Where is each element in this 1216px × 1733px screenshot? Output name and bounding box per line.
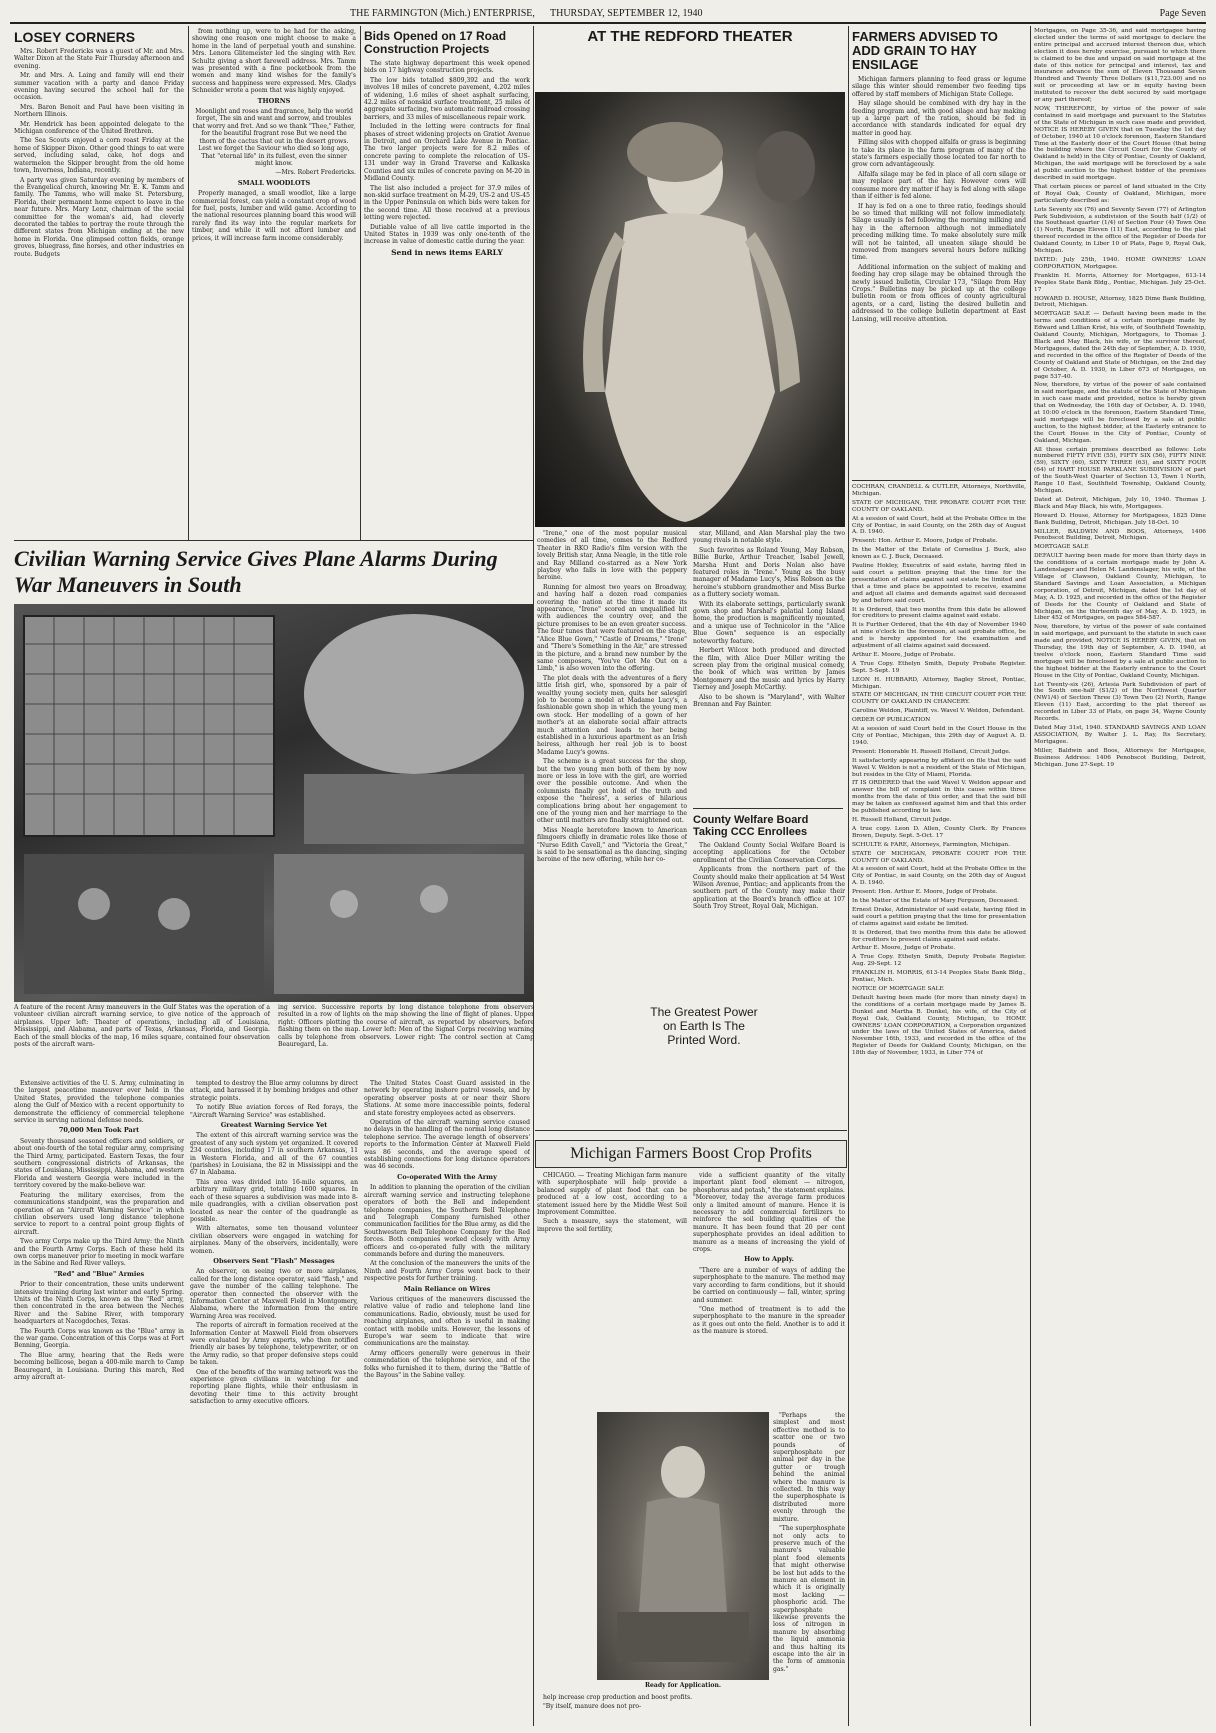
article-paragraph: The Oakland County Social Welfare Board is accepting applications for the October enrollment of the Civilian Conservation Corps. [693, 842, 845, 864]
warning-column-2 [190, 1080, 358, 1728]
section-rule [14, 540, 533, 541]
article-paragraph: One of the benefits of the warning network was the experience given civilians in watching for and reporting plane flights, while their enthusiasm in devoting their time to this activity brought satisfaction to army executive officers. [190, 1368, 358, 1406]
legal-notices-column-1 [852, 484, 1026, 1728]
crops-column-2 [693, 1172, 845, 1408]
legal-notice-paragraph: Franklin H. Morris, Attorney for Mortgagee, 613-14 Peoples State Bank Bldg., Pontiac, Michigan. July 25-Oct. 17 [1034, 272, 1206, 293]
losey-corners-continued [192, 28, 356, 538]
article-paragraph: In addition to planning the operation of the civilian aircraft warning service and instructing telephone operators of both the Bell and independent telephone companies, the Southern Bell Telephone and Telegraph Company furnished other communication facilities for the Blue army, as did the Southwestern Bell Telephone Company for the Red forces. Both companies worked closely with Army officers and co-operated fully with the military commands before and during the maneuvers. [364, 1184, 530, 1258]
subhead: How to Apply. [744, 1255, 794, 1264]
losey-corners-title: LOSEY CORNERS [14, 29, 136, 45]
legal-notice-paragraph: In the Matter of the Estate of Mary Ferguson, Deceased. [852, 898, 1019, 905]
photo-caption-left: A feature of the recent Army maneuvers in the Gulf States was the operation of a volunteer civilian aircraft warning service, to give notice of the approach of airplanes. Upper left: Theater of operations, including all of Louisiana, Mississippi, and Alabama, and parts of Texas, Arkansas, Florida, and Georgia. Each of the small blocks of the map, 16 miles square, contained four observation posts of the aircraft warn- [14, 1004, 270, 1049]
article-paragraph: from nothing up, were to be had for the asking, showing one reason one might choose to make a home in the land of perpetual youth and sunshine. Mrs. Lenora Glitemeister led the singing with Rev. Schultz giving a short farewell address. Mrs. Tamm was presented with a fine pocketbook from the women and many kind wishes for the family's success and happiness were expressed. Mrs. Gladys Schneider wrote a poem that was highly enjoyed. [192, 28, 356, 95]
send-news-note: Send in news items EARLY [391, 247, 503, 257]
theater-title: AT THE REDFORD THEATER [587, 28, 793, 45]
legal-notice-paragraph: H. Russell Holland, Circuit Judge. [852, 816, 952, 823]
article-paragraph: vide a sufficient quantity of the vitally important plant food element — nitrogen, phosphorus and potash," the statement explains. "Moreover, today the average farm produces only a limited amount of manure. Hence it is necessary to add commercial fertilizers to reinforce the soil building qualities of the manure. It has been found that 20 per cent superphosphate provides an ideal addition to manure as a means of increasing the yield of crops. [693, 1172, 845, 1254]
article-paragraph: Extensive activities of the U. S. Army, culminating in the largest peacetime maneuver ever held in the United States, provided the telephone companies along the Gulf of Mexico with a recent opportunity to demonstrate the efficiency of commercial telephone service in serving national defense needs. [14, 1080, 184, 1125]
section-rule [852, 480, 1026, 481]
article-paragraph: Such favorites as Roland Young, May Robson, Billie Burke, Arthur Treacher, Isabel Jewell, Marsha Hunt and Doris Nolan also have featured roles in "Irene." Young as the busy manager of Madame Lucy's, Miss Robson as the heroine's stubborn grandmother and Miss Burke as a fluttery society woman. [693, 546, 845, 599]
warning-headline: Civilian Warning Service Gives Plane Alarms During War Maneuvers in South [14, 546, 498, 597]
ad-text: The Greatest Power on Earth Is The Printed Word. [650, 1005, 758, 1047]
legal-notice-paragraph: A True Copy. Ethelyn Smith, Deputy Probate Register. Sept. 5-Sept. 19 [852, 660, 1026, 674]
article-paragraph: Herbert Wilcox both produced and directed the film, with Alice Duer Miller writing the screen play from the original musical comedy, the book of which was written by James Montgomery and the music and lyrics by Harry Tierney and Joseph McCarthy. [693, 647, 845, 692]
legal-notice-paragraph: Arthur E. Moore, Judge of Probate. [852, 945, 956, 952]
article-paragraph: Prior to their concentration, these units underwent intensive training during last winter and early Spring. Units of the Ninth Corps, known as the "Red" army, then concentrated in the area between the Neches River and the Sabine River, with temporary headquarters at Nacogdoches, Texas. [14, 1281, 184, 1326]
legal-notice-paragraph: Lots Seventy six (76) and Seventy Seven (77) of Arlington Park Subdivision, a subdivision of the South half (1/2) of the Southeast quarter (1/4) of Section Four (4) Town One (1) North, Range Eleven (11) East, according to the plat thereof recorded in the office of the Register of Deeds for Oakland County, in Liber 10 of Plats, Page 9, Royal Oak, Michigan. [1034, 206, 1206, 255]
article-paragraph: help increase crop production and boost profits. [543, 1694, 693, 1701]
article-paragraph: Hay silage should be combined with dry hay in the feeding program and, with good silage and hay making up a large part of the ration, should be fed in accordance with standards indicated for equal dry matter in good hay. [852, 100, 1026, 137]
warning-column-1 [14, 1080, 184, 1728]
legal-notice-paragraph: DEFAULT having been made for more than thirty days in the conditions of a certain mortgage made by John A. Landenslager and Helen M. Landenslager, his wife, of the Village of Clawson, Oakland County, Michigan, to Standard Savings and Loan Association, a Michigan corporation, of Detroit, Michigan, dated the 1st day of May, A. D. 1925, and recorded in the office of the Register of Deeds for the County of Oakland and State of Michigan, on the thirteenth day of May, A. D. 1925, in Liber 452 of Mortgages, on pages 584-587. [1034, 553, 1206, 622]
legal-notice-paragraph: Default having been made (for more than ninety days) in the conditions of a certain mortgage made by James B. Dunkel and Martha B. Dunkel, his wife, of the City of Royal Oak, Oakland County, Michigan, to HOME OWNERS' LOAN CORPORATION, a Corporation organized under the laws of the United States of America, dated November 16th, 1933, and recorded in the office of the Register of Deeds for Oakland County, Michigan, on the 18th day of November, 1933, in Liber 774 of [852, 994, 1026, 1057]
legal-notice-paragraph: COCHRAN, CRANDELL & CUTLER, Attorneys, Northville, Michigan. [852, 484, 1026, 497]
legal-notice-paragraph: In the Matter of the Estate of Cornelius J. Buck, also known as C. J. Buck, Deceased. [852, 547, 1026, 561]
article-paragraph: Army officers generally were generous in their commendation of the telephone service, and of the folks who furnished it to them, during the "Battle of the Bayous" in the Sabine valley. [364, 1349, 530, 1380]
masthead [10, 6, 1206, 24]
article-paragraph: The low bids totalled $809,392 and the work involves 18 miles of concrete pavement, 4.202 miles of widening, 1.6 miles of sheet asphalt surfacing, 42.2 miles of nonskid surface treatment, 25 miles of aggregate surfacing, two automatic railroad crossing barriers, and 33 miles of miscellaneous repair work. [364, 76, 530, 121]
legal-notice-paragraph: At a session of said Court, held at the Probate Office in the City of Pontiac, in said County, on the 26th day of August A. D. 1940. [852, 515, 1026, 536]
legal-notice-paragraph: It is Ordered, that two months from this date be allowed for creditors to present claims against said estate. [852, 606, 1026, 620]
legal-notice-paragraph: Present: Hon. Arthur E. Moore, Judge of Probate. [852, 538, 998, 545]
subhead: "Red" and "Blue" Armies [53, 1269, 145, 1278]
article-paragraph: The reports of aircraft in formation received at the Information Center at Maxwell Field from observers were evaluated by Army experts, who then notified friendly air bases by telephone, teletypewriter, or on the Army radio, so that proper defensive steps could be taken. [190, 1322, 358, 1367]
poem-author: —Mrs. Robert Fredericks. [275, 169, 356, 177]
legal-notice-paragraph: LEON H. HUBBARD, Attorney, Bagley Street, Pontiac, Michigan. [852, 676, 1026, 690]
article-paragraph: The state highway department this week opened bids on 17 highway construction projects. [364, 60, 530, 75]
article-paragraph: Dutiable value of all live cattle imported in the United States in 1939 was only one-tenth of the increase in value of domestic cattle during the year. [364, 223, 530, 246]
legal-notice-paragraph: At a session of said Court held in the Court House in the City of Pontiac, Michigan, this 29th day of August A. D. 1940. [852, 726, 1026, 746]
subhead: Observers Sent "Flash" Messages [213, 1256, 335, 1265]
legal-notice-paragraph: NOW, THEREFORE, by virtue of the power of sale contained in said mortgage and pursuant to the Statutes of the State of Michigan in such case made and provided, NOTICE IS HEREBY GIVEN that on Tuesday the 1st day of October, 1940 at 10 o'clock forenoon, Eastern Standard Time at the Easterly door of the Court House (that being the building where the Circuit Court for the County of Oakland is held) in the City of Pontiac, County of Oakland, Michigan, the said mortgage will be foreclosed by a sale at public auction to the highest bidder of the premises described in said mortgage. [1034, 105, 1206, 182]
article-paragraph: "Irene," one of the most popular musical comedies of all time, comes to the Redford Theater in RKO Radio's film version with the lovely British star, Anna Neagle, in the title role and Ray Milland co-starred as a New York playboy who falls in love with the peppery heroine. [537, 530, 687, 582]
article-paragraph: Mrs. Baron Benoit and Paul have been visiting in Northern Illinois. [14, 103, 184, 119]
bids-column [364, 28, 530, 538]
column-rule [188, 26, 189, 540]
legal-notice-paragraph: DATED: July 25th, 1940. HOME OWNERS' LOAN CORPORATION, Mortgagee. [1034, 257, 1206, 270]
article-paragraph: The Fourth Corps was known as the "Blue" army in the war game. Concentration of this Corps was at Fort Benning, Georgia. [14, 1327, 184, 1350]
article-paragraph: The plot deals with the adventures of a fiery little Irish girl, who, sponsored by a pair of wealthy young society men, quits her salesgirl job to become a model at Madame Lucy's, a fashionable gown shop in which the young men own stock. Her modelling of a gown of her mother's at an elaborate social affair attracts much attention and leads to her being established in a luxurious apartment as an Irish heiress, although her real job is to boost Madame Lucy's gowns. [537, 674, 687, 756]
article-paragraph: The Blue army, hearing that the Reds were becoming bellicose, began a 400-mile march to Camp Beauregard, in Louisiana. During this march, Red army aircraft at- [14, 1351, 184, 1382]
farmers-column [852, 28, 1026, 478]
poem-title: THORNS [257, 96, 291, 105]
farmers-title: FARMERS ADVISED TO ADD GRAIN TO HAY ENSILAGE [852, 29, 998, 72]
legal-notice-paragraph: It satisfactorily appearing by affidavit on file that the said Wavel V. Weldon is not a resident of the State of Michigan, but resides in the City of Miami, Florida. [852, 757, 1026, 778]
article-paragraph: Properly managed, a small woodlot, like a large commercial forest, can yield a constant crop of wood for fuel, posts, lumber and wild game. According to the national resources planning board this wood will rarely find its way into the regular markets for timber, and while it will not afford lumber and prices, it will increase farm income considerably. [192, 190, 356, 242]
article-paragraph: "One method of treatment is to add the superphosphate to the manure in the spreader as it goes out onto the field. Another is to add it as the manure is stored. [693, 1305, 845, 1336]
warning-column-3 [364, 1080, 530, 1728]
legal-notice-paragraph: Present: Hon. Arthur E. Moore, Judge of Probate. [852, 889, 998, 896]
article-paragraph: CHICAGO. — Treating Michigan farm manure with superphosphate will help provide a balanced supply of plant food that can be produced at a low cost, according to a statement issued here by the Middle West Soil Improvement Committee. [537, 1172, 687, 1217]
article-paragraph: "The superphosphate not only acts to preserve much of the manure's valuable plant food elements that might otherwise be lost but adds to the manure an element in which it is originally most lacking — phosphoric acid. The superphosphate likewise prevents the loss of nitrogen in manure by absorbing the liquid ammonia and thus halting its escape into the air in the form of ammonia gas." [773, 1525, 845, 1673]
theater-photo [535, 92, 845, 527]
legal-notice-paragraph: NOTICE OF MORTGAGE SALE [852, 986, 944, 992]
photo-caption: Ready for Application. [644, 1682, 722, 1689]
article-paragraph: "Perhaps the simplest and most effective method is to scatter one or two pounds of superphosphate per animal per day in the gutter or trough behind the animal where the manure is collected. In this way the superphosphate is distributed more evenly through the mixture. [773, 1412, 845, 1523]
column-rule [360, 26, 361, 540]
article-paragraph: Additional information on the subject of making and feeding hay crop silage may be obtained through the newly issued bulletin, Circular 173, "Silage from Hay Crops." Bulletins may be picked up at the college bulletin room or from offices of county agricultural agents, or a card, listing the desired bulletin and addressed to the college bulletin department at East Lansing, will receive attention. [852, 263, 1026, 323]
legal-notice-paragraph: That certain pieces or parcel of land situated in the City of Royal Oak, County of Oakland, Michigan, more particularly described as: [1034, 183, 1206, 204]
legal-notice-paragraph: Ernest Drake, Administrator of said estate, having filed in said court a petition praying that the time for presentation of claims against said estate be limited. [852, 906, 1026, 927]
page-number: Page Seven [1159, 8, 1206, 19]
article-paragraph: Alfalfa silage may be fed in place of all corn silage or may replace part of the hay. However cows will consume more dry matter if hay is fed along with silage than if either is fed alone. [852, 170, 1026, 201]
article-paragraph: Seventy thousand seasoned officers and soldiers, or about one-fourth of the total regular army, comprising the Third Army, participated. Eastern Texas, the four southern congressional districts of Arkansas, the states of Louisiana, Mississippi, Alabama, and western Florida and western Georgia were included in the territory covered by the make-believe war. [14, 1137, 184, 1190]
legal-notice-paragraph: FRANKLIN H. MORRIS, 613-14 Peoples State Bank Bldg., Pontiac, Mich. [852, 970, 1026, 984]
woodlots-title: SMALL WOODLOTS [237, 178, 311, 187]
maneuvers-photo [14, 604, 534, 1002]
article-paragraph: Also to be shown is "Maryland", with Walter Brennan and Fay Bainter. [693, 693, 845, 708]
article-paragraph: "By itself, manure does not pro- [543, 1703, 642, 1711]
subhead: Greatest Warning Service Yet [220, 1121, 328, 1130]
photo-caption-right: ing service. Successive reports by long distance telephone from observers resulted in a row of lights on the map showing the line of flight of planes. Upper right: Officers plotting the course of aircraft, as reported by observers, before flashing them on the map. Lower left: Men of the Signal Corps receiving warning calls by telephone from observers. Lower right: The control section at Camp Beauregard, La. [278, 1004, 534, 1049]
article-paragraph: With its elaborate settings, particularly swank gown shop and Marshal's palatial Long Island home, the production is magnificently mounted, and a unique use of Technicolor in the "Alice Blue Gown" sequence is an especially noteworthy feature. [693, 600, 845, 645]
legal-notice-paragraph: Dated May 31st, 1940. STANDARD SAVINGS AND LOAN ASSOCIATION, By Walter J. L. Ray, Its Secretary, Mortgagee. [1034, 725, 1206, 745]
legal-notice-paragraph: A true copy. Leon D. Allen, County Clerk. By Frances Brown, Deputy. Sept. 5-Oct. 17 [852, 825, 1026, 839]
article-paragraph: "There are a number of ways of adding the superphosphate to the manure. The method may vary according to farm conditions, but it should be carried on continuously — fall, winter, spring and summer. [693, 1266, 845, 1304]
article-paragraph: With alternates, some ten thousand volunteer civilian observers were engaged in watching for airplanes. Many of the observers, incidentally, were women. [190, 1225, 358, 1255]
article-paragraph: The scheme is a great success for the shop, but the two young men both of them by now more or less in love with the girl, are worried over the possible outcome. And when the columnists finally get hold of the truth and expose the "heiress", a series of hilarious complications bring about her engagement to one of the young men and her marriage to the other until matters are finally straightened out. [537, 758, 687, 825]
article-paragraph: Two army Corps make up the Third Army: the Ninth and the Fourth Army Corps. Each of these held its own corps maneuver prior to meeting in mock warfare in the Sabine and Red River valleys. [14, 1238, 184, 1268]
article-paragraph: An observer, on seeing two or more airplanes, called for the long distance operator, said "flash," and gave the number of the calling telephone. The operator then connected the observer with the Information Center at Maxwell Field in Montgomery, Alabama, where the information from the entire Warning Area was received. [190, 1268, 358, 1320]
losey-corners-column [14, 28, 184, 538]
article-paragraph: Miss Neagle heretofore known to American filmgoers chiefly in dramatic roles like those of "Nurse Edith Cavell," and "Victoria the Great," is said to be sensational as the dancing, singing heroine of the new offering, while her co- [537, 826, 687, 864]
legal-notice-paragraph: MORTGAGE SALE [1034, 544, 1089, 551]
article-paragraph: Mr. Hendrick has been appointed delegate to the Michigan conference of the United Brethren. [14, 120, 184, 136]
article-paragraph: Running for almost two years on Broadway, and having half a dozen road companies covering the nation at the time it made its appearance, "Irene" scored an unqualified hit with audiences the country over, and the picture promises to be an even greater success. The four tunes that were featured on the stage, "Alice Blue Gown," "Castle of Dreams," "Irene" and "There's Something in the Air," are stressed in the picture, and a brand new number by the same composers, "You've Got Me Out on a Limb," is also woven into the offering. [537, 583, 687, 673]
legal-notice-paragraph: Now, therefore, by virtue of the power of sale contained in said mortgage, and the statute of the State of Michigan in such case made and provided, notice is hereby given that on Wednesday, the 16th day of October, A. D. 1940, at 10:00 o'clock in the forenoon, Eastern Standard Time, said mortgage will be foreclosed by a sale at public auction, to the highest bidder, at the Easterly entrance to the Court House in the City of Pontiac, County of Oakland, Michigan. [1034, 382, 1206, 444]
article-paragraph: Operation of the aircraft warning service caused no delays in the handling of the normal long distance telephone service. The average length of observers' reports to the Information Center at Maxwell Field was 86 seconds, and the average speed of establishing connections for long distance operators was 46 seconds. [364, 1119, 530, 1171]
legal-notice-paragraph: It is Further Ordered, that the 4th day of November 1940 at nine o'clock in the forenoon, at said probate office, be and is hereby appointed for the examination and adjustment of all claims against said deceased. [852, 622, 1026, 650]
legal-notice-paragraph: IT IS ORDERED that the said Wavel V. Weldon appear and answer the bill of complaint in this cause within three months from the date of this order, and that the said bill may be taken as confessed against him and that this order be published according to law. [852, 780, 1026, 815]
subhead: Co-operated With the Army [397, 1172, 497, 1181]
legal-notice-paragraph: Lot Twenty-six (26), Artesia Park Subdivision of part of the South one-half (S1/2) of the Northwest Quarter (NW1/4) of Section Three (3) Town Two (2) North, Range Eleven (11) East, according to the plat thereof as recorded in Liber 33 of Plats, on page 34, Wayne County Records. [1034, 681, 1206, 723]
article-paragraph: Michigan farmers planning to feed grass or legume silage this winter should remember two feeding tips offered by staff members of Michigan State College. [852, 76, 1026, 98]
theater-column-2 [693, 530, 845, 806]
legal-notice-paragraph: MILLER, BALDWIN AND BOOS, Attorneys, 1406 Penobscot Building, Detroit, Michigan. [1034, 528, 1206, 542]
legal-notice-paragraph: STATE OF MICHIGAN, IN THE CIRCUIT COURT FOR THE COUNTY OF OAKLAND IN CHANCERY. [852, 692, 1026, 706]
section-rule [535, 1130, 847, 1131]
legal-notice-paragraph: Miller, Baldwin and Boos, Attorneys for Mortgagee, Business Address: 1406 Penobscot Building, Detroit, Michigan. June 27-Sept. 19 [1034, 747, 1206, 768]
article-paragraph: The extent of this aircraft warning service was the greatest of any such system yet organized. It covered 234 counties, including 17 in southern Arkansas, 11 in Western Florida, and all of the 67 counties (parishes) in Louisiana, the 82 in Mississippi and the 67 in Alabama. [190, 1132, 358, 1177]
welfare-title: County Welfare Board Taking CCC Enrollees [693, 814, 809, 838]
legal-notice-paragraph: Pauline Hokley, Executrix of said estate, having filed in said court a petition praying that the time for the presentation of claims against said estate be limited and that a time and place be appointed to receive, examine and adjust all claims and demands against said deceased by and before said court. [852, 563, 1026, 604]
legal-notice-paragraph: Caroline Weldon, Plaintiff, vs. Wavel V. Weldon, Defendant. [852, 708, 1025, 715]
legal-notice-paragraph: SCHULTE & FARE, Attorneys, Farmington, Michigan. [852, 841, 1011, 848]
article-paragraph: Featuring the military exercises, from the communications standpoint, was the preparation and operation of an "Aircraft Warning Service" in which civilian observers used long distance telephone service to report to a central point group flights of aircraft. [14, 1191, 184, 1236]
column-rule [1030, 26, 1031, 1726]
section-rule [693, 808, 843, 809]
legal-notice-paragraph: A True Copy. Ethelyn Smith, Deputy Probate Register. Aug. 29-Sept. 12 [852, 954, 1026, 968]
bids-title: Bids Opened on 17 Road Construction Projects [364, 29, 507, 56]
legal-notice-paragraph: HOWARD D. HOUSE, Attorney, 1825 Dime Bank Building, Detroit, Michigan. [1034, 295, 1206, 309]
legal-notice-paragraph: It is Ordered, that two months from this date be allowed for creditors to present claims against said estate. [852, 929, 1026, 943]
article-paragraph: Included in the letting were contracts for final phases of street widening projects on Gratiot Avenue in Detroit, and on Orchard Lake Avenue in Pontiac. The two larger projects were for 8.2 miles of concrete paving to complete the relocation of US-131 under way in Grand Traverse and Kalkaska Counties and six miles of concrete paving on M-20 in Midland County. [364, 123, 530, 183]
crops-column-2-end [773, 1412, 845, 1726]
article-paragraph: Such a measure, says the statement, will improve the soil fertility, [537, 1218, 687, 1233]
legal-notice-paragraph: Mortgages, on Page 35-36, and said mortgagee having elected under the terms of said mortgage to declare the entire principal and accrued interest thereon due, which election it does hereby exercise, pursuant to which there is claimed to be due and unpaid on said mortgage at the date of this notice for principal and interest, tax and insurance advance the sum of Eleven Thousand Seven Hundred and Twenty Three Dollars ($11,723.00) and no suit or proceeding at law or in equity having been instituted to recover the debt secured by said mortgage or any part thereof; [1034, 28, 1206, 104]
issue-date: THURSDAY, SEPTEMBER 12, 1940 [550, 8, 703, 19]
legal-notice-paragraph: MORTGAGE SALE — Default having been made in the terms and conditions of a certain mortgage made by Edward and Lillian Krist, his wife, of Southfield Township, Oakland County, Michigan, Mortgagors, to Thomas J. Black and May Black, his wife, or the survivor thereof, Mortgagees, dated the 24th day of September, A. D. 1930, and recorded in the office of the Register of Deeds of the County of Oakland and State of Michigan, on the 2nd day of October, A. D. 1930, in Liber 673 of Mortgages, on page 537-40. [1034, 311, 1206, 380]
article-paragraph: Various critiques of the maneuvers discussed the relative value of radio and telephone land line communications. Radio, obviously, must be used for reaching airplanes, and often is useful in making contact with mobile units. However, the lessons of Europe's war seem to indicate that wire communications are the mainstay. [364, 1295, 530, 1348]
printed-word-ad [648, 1005, 760, 1115]
article-paragraph: If hay is fed on a one to three ratio, feedings should be so timed that milking will not follow immediately. Silage usually is fed following the morning milking and hay in the afternoon although not immediately preceding milking time. To make absolutely sure milk will not be tainted, all uneaten silage should be removed from mangers several hours before milking time. [852, 202, 1026, 262]
legal-notices-column-2 [1034, 28, 1206, 1728]
article-paragraph: This area was divided into 16-mile squares, an arbitrary military grid, totalling 1600 squares. In each of these squares a subdivision was made into 8-mile quadrangles, with a civilian observation post located as near the center of the quadrangle as possible. [190, 1178, 358, 1223]
crops-column-1-end [537, 1694, 769, 1726]
poem-text: Moonlight and roses and fragrance, help the world forget, The sin and want and sorrow, and troubles that worry and fret. And so we thank "Thee," Father, for the beautiful fragrant rose But we need the thorn of the cactus that out in the desert grows. Lest we forget the Saviour who died so long ago, That "eternal life" in its fullest, even the sinner might know. [192, 108, 356, 167]
legal-notice-paragraph: ORDER OF PUBLICATION [852, 717, 931, 724]
column-rule [848, 26, 849, 1726]
article-paragraph: The Sea Scouts enjoyed a corn roast Friday at the home of Skipper Dixon. Other good things to eat were served, including salad, cake, hot dogs and watermelon the Skipper brought from the old home town, Inverness, Indiana, recently. [14, 137, 184, 175]
legal-notice-paragraph: Present: Honorable H. Russell Holland, Circuit Judge. [852, 748, 1011, 755]
article-paragraph: Mrs. Robert Fredericks was a guest of Mr. and Mrs. Walter Dixon at the State Fair Thursday afternoon and evening. [14, 48, 184, 70]
subhead: 70,000 Men Took Part [58, 1126, 140, 1135]
legal-notice-paragraph: Arthur E. Moore, Judge of Probate. [852, 651, 956, 658]
article-paragraph: Applicants from the northern part of the County should make their application at 54 West Wilson Avenue, Pontiac; and applicants from the southern part of the County may make their application at the Board's branch office at 107 South Troy Street, Royal Oak, Michigan. [693, 866, 845, 911]
welfare-column [693, 812, 845, 1002]
legal-notice-paragraph: At a session of said Court, held at the Probate Office in the City of Pontiac, in said County, on the 20th day of August A. D. 1940. [852, 866, 1026, 887]
article-paragraph: At the conclusion of the maneuvers the units of the Ninth and Fourth Army Corps went back to their respective posts for further training. [364, 1260, 530, 1283]
legal-notice-paragraph: Now, therefore, by virtue of the power of sale contained in said mortgage, and pursuant to the statute in such case made and provided, NOTICE IS HEREBY GIVEN, that on Thursday, the 19th day of September, A. D. 1940, at twelve o'clock noon, Eastern Standard Time said mortgage will be foreclosed by a sale at public auction to the highest bidder at the Easterly entrance to the Court House in the City of Pontiac, Oakland County, Michigan. [1034, 624, 1206, 679]
legal-notice-paragraph: All those certain premises described as follows: Lots numbered FIFTY FIVE (55), FIFTY SIX (56), FIFTY NINE (59), SIXTY (60), SIXTY THREE (63), and SIXTY FOUR (64) of HART HOUSE PARKLANE SUBDIVISION of part of the South-West Quarter of Section 13, Town 1 North, Range 10 East, Southfield Township, Oakland County, Michigan. [1034, 446, 1206, 494]
article-paragraph: The list also included a project for 37.9 miles of non-skid surface treatment on M-29, US-2 and US-45 in the Upper Peninsula on which bids were taken for the second time. All those received at a previous letting were rejected. [364, 184, 530, 222]
article-paragraph: Mr. and Mrs. A. Laing and family will end their summer vacation with a party and dance Friday evening having secured the school hall for the occasion. [14, 72, 184, 102]
paper-name: THE FARMINGTON (Mich.) ENTERPRISE, [350, 8, 535, 19]
legal-notice-paragraph: Dated at Detroit, Michigan, July 10, 1940. Thomas J. Black and May Black, his wife, Mortgagees. [1034, 496, 1206, 510]
legal-notice-paragraph: STATE OF MICHIGAN, PROBATE COURT FOR THE COUNTY OF OAKLAND. [852, 850, 1026, 864]
crops-column-1 [537, 1172, 687, 1408]
legal-notice-paragraph: STATE OF MICHIGAN, THE PROBATE COURT FOR THE COUNTY OF OAKLAND. [852, 499, 1026, 513]
crops-banner: Michigan Farmers Boost Crop Profits [535, 1140, 847, 1168]
subhead: Main Reliance on Wires [403, 1284, 491, 1293]
article-paragraph: star, Milland, and Alan Marshal play the two young rivals in notable style. [693, 530, 845, 545]
manure-photo [597, 1412, 769, 1680]
article-paragraph: A party was given Saturday evening by members of the Evangelical church, knowing Mr. E. K. Tamm and family. The Tamms, who will make St. Petersburg, Florida, their permanent home expect to leave in the near future. Mrs. Mary Lenz, chairman of the social committee for the woman's aid, had cleverly decorated the tables to portray the route through the different states from Michigan ending at the new home in Florida. One glimpsed cotton fields, orange groves, bluegrass, fine horses, and other industries en route. Budgets [14, 176, 184, 258]
legal-notice-paragraph: Howard D. House, Attorney for Mortgagees, 1825 Dime Bank Building, Detroit, Michigan. July 18-Oct. 10 [1034, 512, 1206, 526]
article-paragraph: To notify Blue aviation forces of Red forays, the "Aircraft Warning Service" was established. [190, 1104, 358, 1119]
article-paragraph: Filling silos with chopped alfalfa or grass is beginning to take its place in the farm program of many of the state's farmers especially those located too far north to grow corn advantageously. [852, 139, 1026, 169]
article-paragraph: The United States Coast Guard assisted in the network by operating inshore patrol vessels, and by operating observer posts at or near their Shore Stations. At some more inaccessible points, federal and state forestry employees acted as observers. [364, 1080, 530, 1117]
article-paragraph: tempted to destroy the Blue army columns by direct attack, and harassed it by bombing bridges and other strategic points. [190, 1080, 358, 1102]
